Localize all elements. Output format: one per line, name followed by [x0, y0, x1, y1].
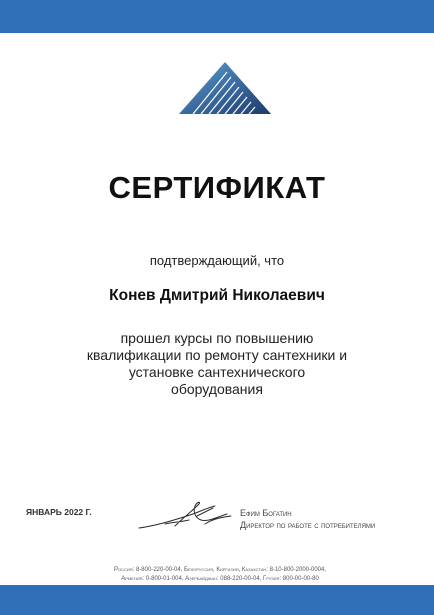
certificate-subtitle: подтверждающий, что [149, 253, 285, 268]
course-line: прошел курсы по повышению [120, 330, 314, 346]
course-description [60, 330, 374, 398]
company-logo-icon [175, 58, 275, 118]
contact-phones [80, 566, 360, 583]
contact-line: Россия: 8-800-220-00-04, Белоруссия, Киргизия, Казахстан: 8-10-800-2000-0004, [113, 567, 327, 573]
course-line: установке сантехнического [128, 364, 306, 380]
certificate-title: СЕРТИФИКАТ [108, 170, 326, 205]
handwritten-signature-icon [135, 496, 235, 536]
course-line: оборудования [171, 381, 263, 397]
signer-position: Директор по работе с потребителями [240, 520, 376, 530]
signer-block [240, 507, 375, 531]
course-line: квалификации по ремонту сантехники и [86, 347, 348, 363]
bottom-color-band [0, 585, 434, 615]
contact-line: Армения: 0-800-01-004, Азербайджан: 088-220-00-04, Грузия: 800-00-00-80 [121, 575, 319, 582]
issue-date: ЯНВАРЬ 2022 Г. [26, 507, 92, 517]
top-color-band [0, 0, 434, 33]
recipient-name: Конев Дмитрий Николаевич [109, 287, 325, 304]
signer-name: Ефим Богатин [240, 508, 292, 518]
